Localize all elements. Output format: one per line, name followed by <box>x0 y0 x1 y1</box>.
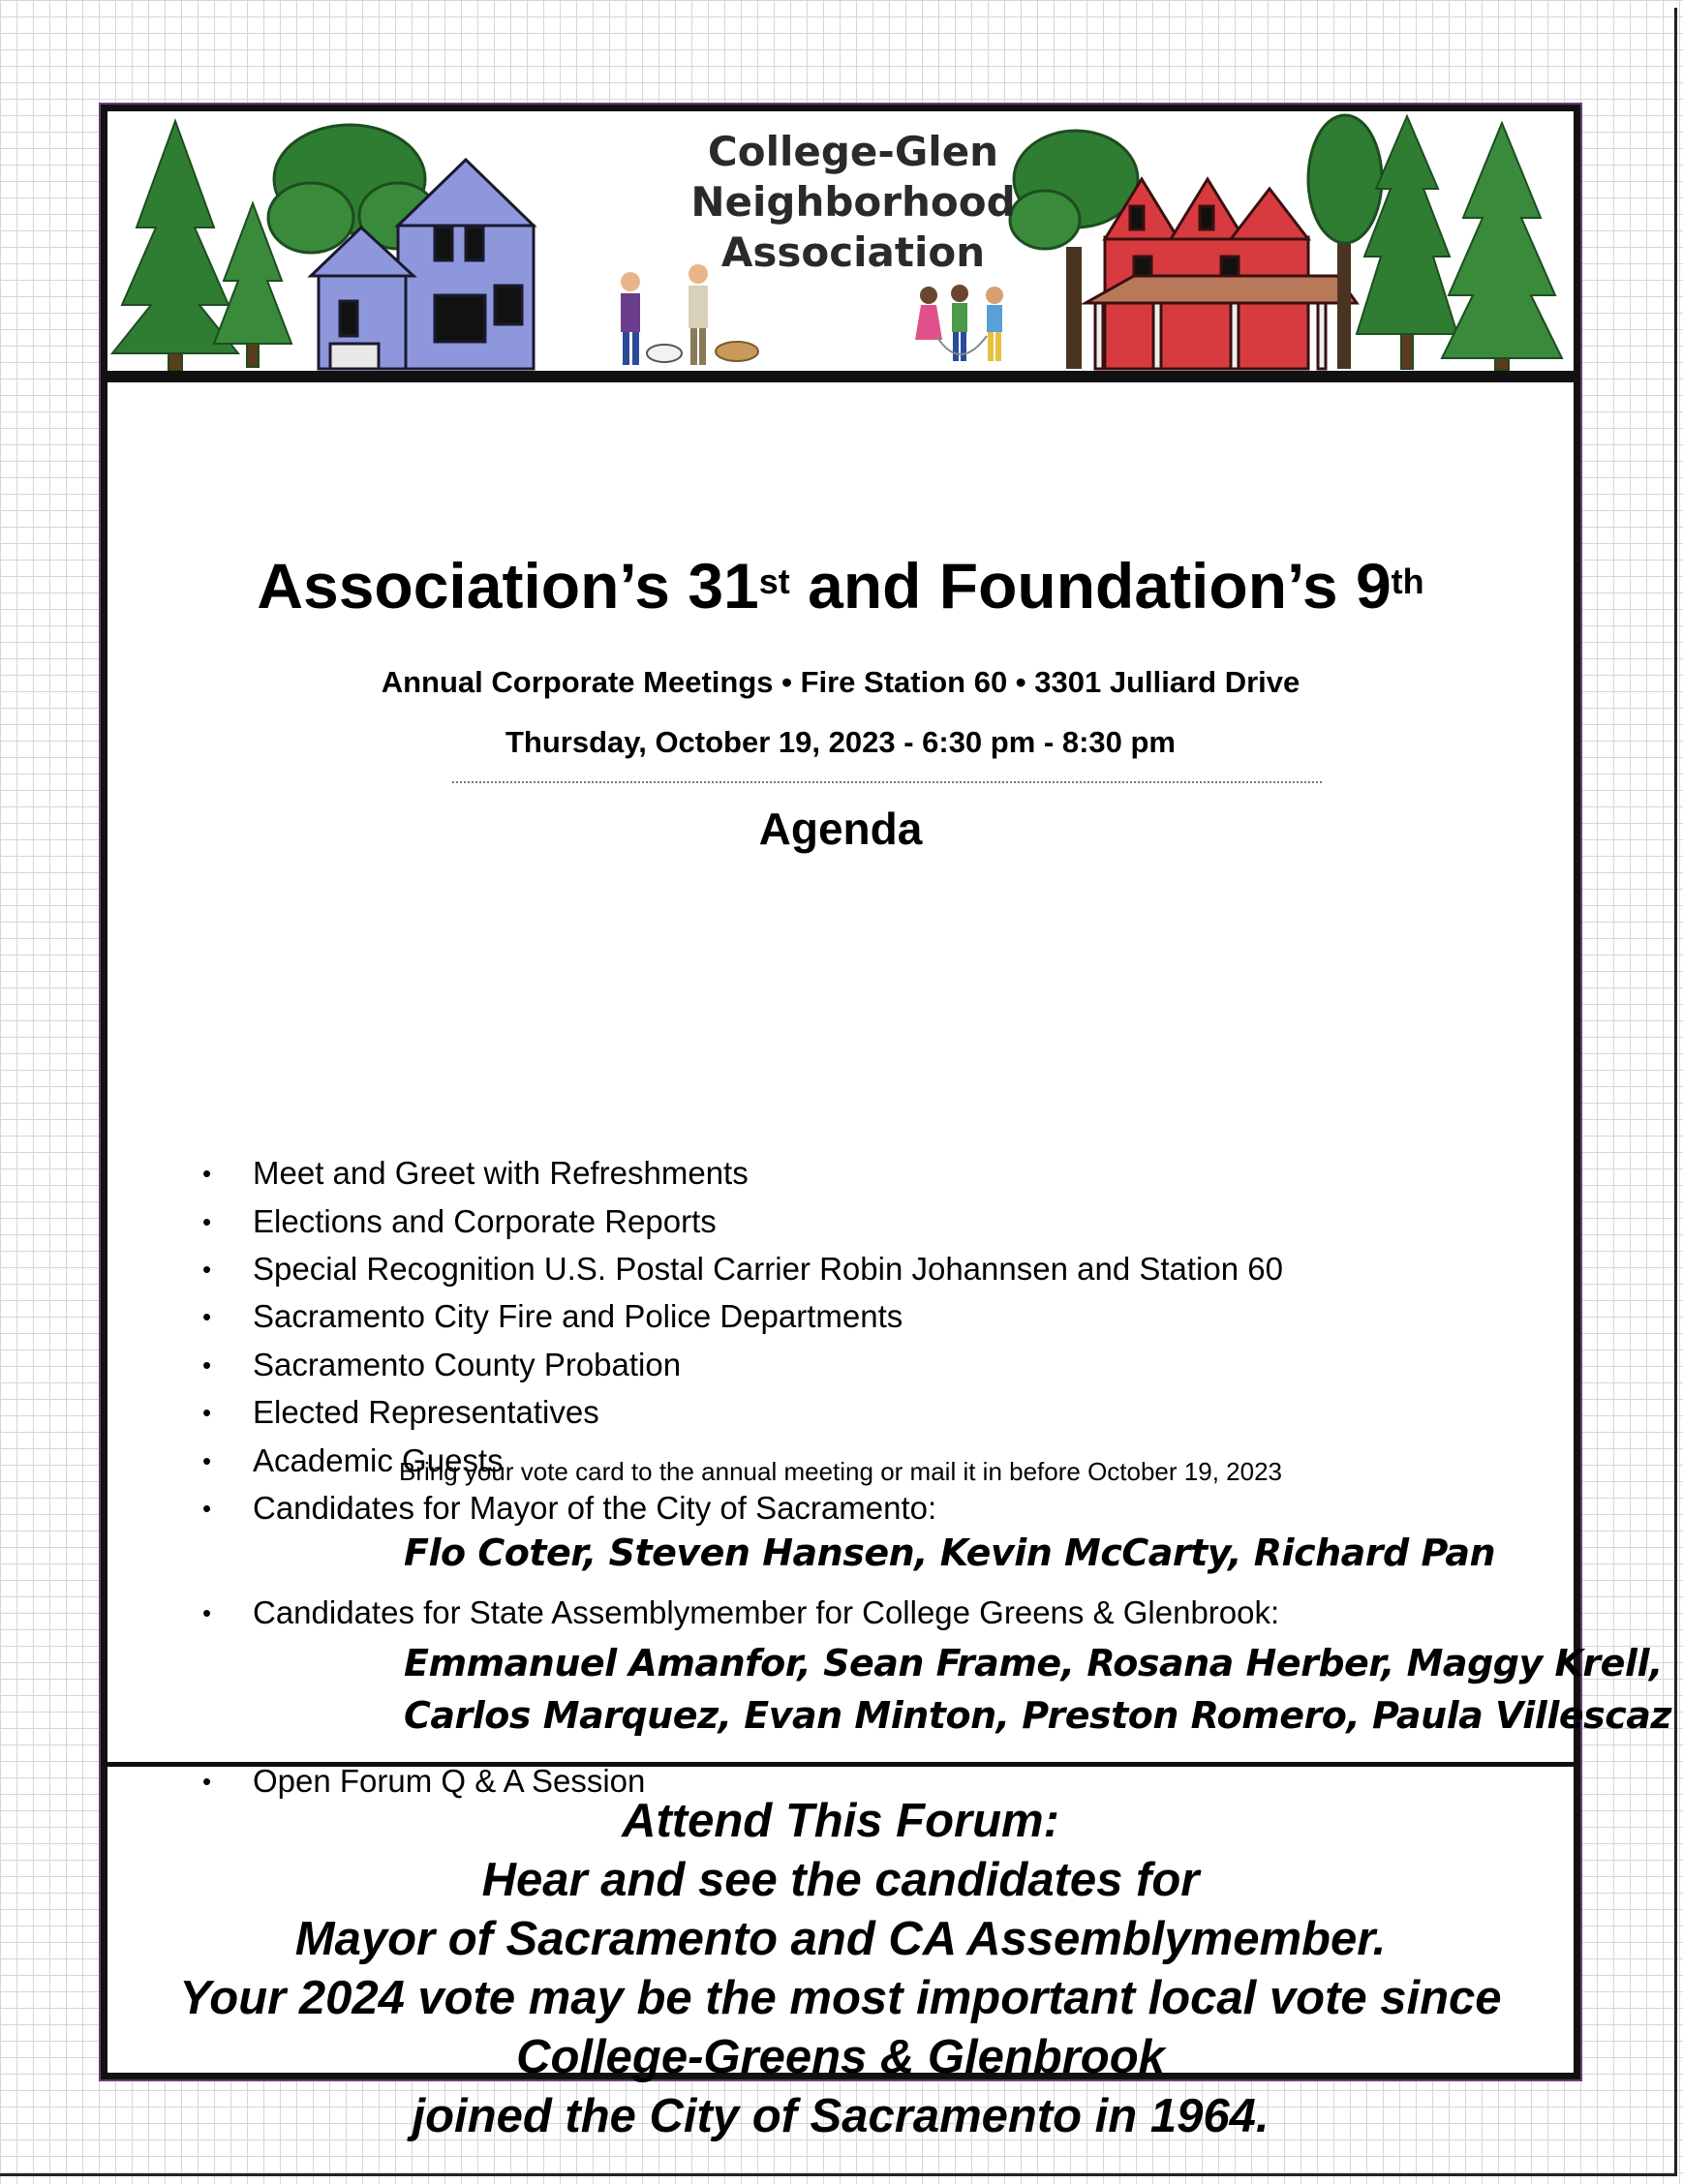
agenda-item-label: Elected Representatives <box>253 1394 599 1430</box>
bullet-icon: • <box>202 1767 212 1796</box>
association-logo-text <box>650 127 1056 278</box>
dotted-divider <box>452 781 1322 783</box>
flyer <box>101 105 1672 2142</box>
mayor-candidates: Flo Coter, Steven Hansen, Kevin McCarty, Richard Pan <box>404 1532 1496 1574</box>
logo-line-3: Association <box>720 228 986 276</box>
header-banner <box>107 111 1574 382</box>
pine-tree-icon <box>1442 123 1562 370</box>
promo-line: Hear and see the candidates for <box>481 1854 1200 1906</box>
assembly-candidates-line-2: Carlos Marquez, Evan Minton, Preston Romero, Paula Villescaz <box>404 1694 1672 1737</box>
bullet-icon: • <box>202 1494 212 1523</box>
title-part-2: and Foundation’s 9 <box>789 550 1392 622</box>
agenda-item-label: Sacramento City Fire and Police Departments <box>253 1298 903 1334</box>
agenda-item-label: Elections and Corporate Reports <box>253 1203 717 1239</box>
agenda-item-label: Sacramento County Probation <box>253 1347 682 1382</box>
meeting-datetime: Thursday, October 19, 2023 - 6:30 pm - 8:30 pm <box>505 725 1176 759</box>
promo-line: College-Greens & Glenbrook <box>516 2031 1165 2083</box>
walking-people-icon <box>621 264 758 365</box>
logo-line-2: Neighborhood <box>690 178 1016 226</box>
logo-line-1: College-Glen <box>707 128 999 175</box>
agenda-item-label: Candidates for State Assemblymember for College Greens & Glenbrook: <box>253 1594 1280 1630</box>
agenda-item-label: Academic Guests <box>253 1442 504 1478</box>
promo-line: Attend This Forum: <box>622 1795 1059 1847</box>
bullet-icon: • <box>202 1207 212 1236</box>
bullet-icon: • <box>202 1398 212 1427</box>
meeting-info-section <box>107 382 1672 1799</box>
promo-line: joined the City of Sacramento in 1964. <box>412 2090 1270 2142</box>
agenda-heading: Agenda <box>758 804 923 854</box>
bullet-icon: • <box>202 1446 212 1475</box>
forum-promo-text <box>107 1792 1574 2146</box>
bullet-icon: • <box>202 1350 212 1380</box>
bullet-icon: • <box>202 1598 212 1627</box>
meeting-location: Annual Corporate Meetings • Fire Station 60 • 3301 Julliard Drive <box>381 665 1300 699</box>
agenda-item-label: Special Recognition U.S. Postal Carrier Robin Johannsen and Station 60 <box>253 1251 1283 1287</box>
bullet-icon: • <box>202 1159 212 1188</box>
bullet-icon: • <box>202 1255 212 1284</box>
agenda-item-label: Candidates for Mayor of the City of Sacramento: <box>253 1490 937 1526</box>
title-part-1: Association’s 31 <box>257 550 759 622</box>
vote-card-note: Bring your vote card to the annual meeting or mail it in before October 19, 2023 <box>399 1457 1282 1486</box>
agenda-item-label: Open Forum Q & A Session <box>253 1763 646 1799</box>
banner-ground-strip <box>107 371 1574 382</box>
forum-promo-section <box>107 1767 1574 2142</box>
title-superscript-2: th <box>1391 561 1424 601</box>
promo-line: Mayor of Sacramento and CA Assemblymember. <box>294 1913 1387 1965</box>
bullet-icon: • <box>202 1302 212 1331</box>
page-title <box>107 547 1574 624</box>
title-superscript-1: st <box>758 561 790 601</box>
agenda-item-label: Meet and Greet with Refreshments <box>253 1155 749 1191</box>
assembly-candidates-line-1: Emmanuel Amanfor, Sean Frame, Rosana Herber, Maggy Krell, <box>404 1642 1663 1684</box>
promo-line: Your 2024 vote may be the most important local vote since <box>179 1972 1502 2024</box>
children-playing-icon <box>915 285 1003 361</box>
